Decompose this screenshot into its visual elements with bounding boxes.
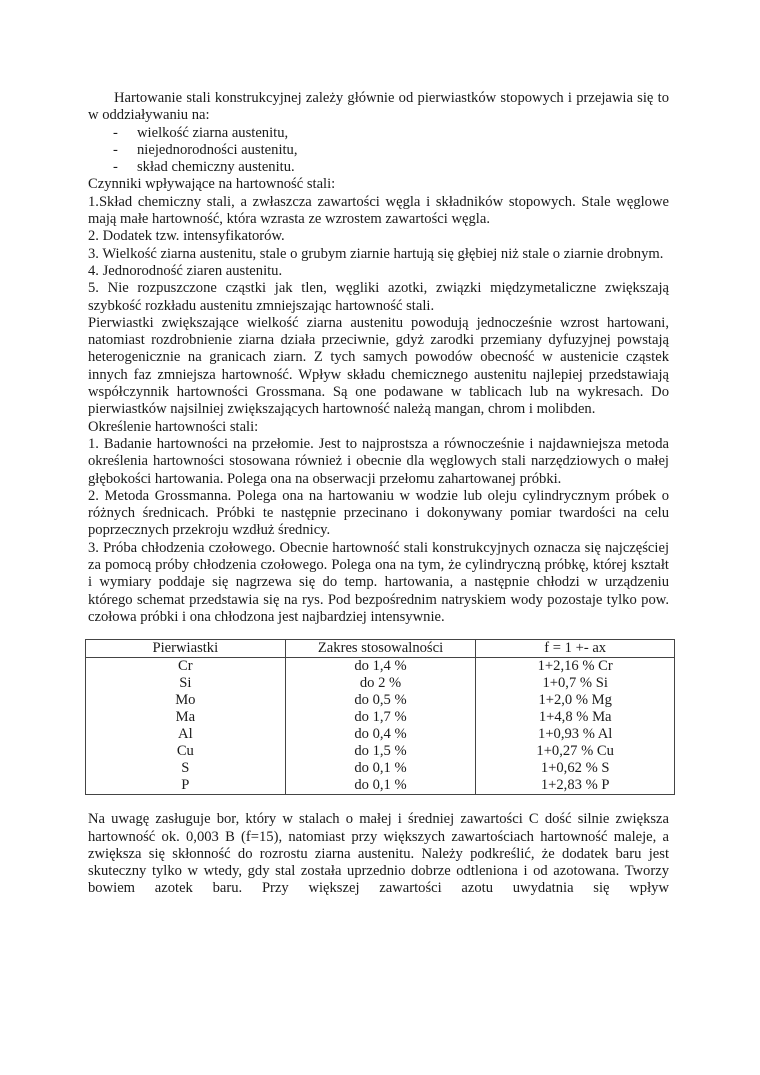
intro-bullet [88,125,669,142]
cell-element: Ma [86,709,286,726]
elements-paragraph: Pierwiastki zwiększające wielkość ziarna austenitu powodują jednocześnie wzrost hartowani, natomiast rozdrobnienie ziarna działa przeciwnie, gdyż zarodki przemiany dyfuzyjnej powstają heterogenicznie na granicach ziarn. Z tych samych powodów obecność w austenicie cząstek innych faz zmniejsza hartowność. Wpływ składu chemicznego austenitu najlepiej przedstawiają współczynnik hartowności Grossmana. Są one podawane w tablicach lub na wykresach. Do pierwiastków najsilniej zwiększających hartowność należą mangan, chrom i molibden. [88,314,669,418]
cell-element: P [86,777,286,795]
intro-bullet [88,142,669,159]
grossmann-coefficient-table [85,639,675,795]
cell-element: Si [86,675,286,692]
boron-paragraph: Na uwagę zasługuje bor, który w stalach o małej i średniej zawartości C dość silnie zwiększa hartowność ok. 0,003 B (f=15), natomiast przy większych zawartościach hartowność maleje, a zwiększa się skłonność do rozrostu ziarna austenitu. Należy podkreślić, że dodatek baru jest skuteczny tylko w wtedy, gdy stal została uprzednio dobrze odtleniona i od azotowana. Tworzy bowiem azotek baru. Przy większej zawartości azotu uwydatnia się wpływ [88,811,669,897]
cell-range: do 0,1 % [285,777,476,795]
spacer [88,795,669,811]
cell-range: do 0,1 % [285,760,476,777]
cell-range: do 1,7 % [285,709,476,726]
bullet-dash: - [113,141,118,158]
header-range: Zakres stosowalności [285,640,476,658]
cell-formula: 1+0,62 % S [476,760,675,777]
cell-formula: 1+0,93 % Al [476,726,675,743]
cell-range: do 1,4 % [285,658,476,676]
cell-range: do 0,5 % [285,692,476,709]
cell-range: do 2 % [285,675,476,692]
methods-heading: Określenie hartowności stali: [88,418,259,435]
cell-formula: 1+0,27 % Cu [476,743,675,760]
cell-element: Al [86,726,286,743]
cell-element: Cu [86,743,286,760]
bullet-text: wielkość ziarna austenitu, [137,124,289,141]
cell-element: S [86,760,286,777]
cell-formula: 1+2,0 % Mg [476,692,675,709]
factor-item: 1.Skład chemiczny stali, a zwłaszcza zawartości węgla i składników stopowych. Stale węglowe mają małe hartowność, która wzrasta ze wzrostem zawartości węgla. [88,193,669,228]
header-formula: f = 1 +- ax [476,640,675,658]
bullet-text: niejednorodności austenitu, [137,141,298,158]
cell-formula: 1+2,16 % Cr [476,658,675,676]
table-row [86,692,675,709]
intro-bullet-list [88,125,669,177]
intro-paragraph: Hartowanie stali konstrukcyjnej zależy głównie od pierwiastków stopowych i przejawia się to w oddziaływaniu na: [88,90,669,124]
method-item: 2. Metoda Grossmanna. Polega ona na hartowaniu w wodzie lub oleju cylindrycznym próbek o różnych średnicach. Próbki te następnie przecinano i dokonywany pomiar twardości na celu poprzecznych przekroju wzdłuż średnicy. [88,487,669,539]
intro-bullet [88,159,669,176]
cell-element: Mo [86,692,286,709]
bullet-dash: - [113,124,118,141]
factor-item: 2. Dodatek tzw. intensyfikatorów. [88,228,285,245]
table-header-row [86,640,675,658]
header-elements: Pierwiastki [86,640,286,658]
table-row [86,709,675,726]
document-page [88,90,669,898]
table-row [86,726,675,743]
cell-range: do 1,5 % [285,743,476,760]
table-row [86,760,675,777]
bullet-dash: - [113,159,118,176]
table-row [86,777,675,795]
table-row [86,658,675,676]
factors-heading: Czynniki wpływające na hartowność stali: [88,176,336,193]
method-item: 3. Próba chłodzenia czołowego. Obecnie hartowność stali konstrukcyjnych oznacza się najczęściej za pomocą próby chłodzenia czołowego. Polega ona na tym, że cylindryczną próbkę, której kształt i wymiary poddaje się nagrzewa się do temp. hartowania, a następnie chłodzi w urządzeniu którego schemat przedstawia się na rys. Pod bezpośrednim natryskiem wody pozostaje tylko pow. czołowa próbki i ona chłodzona jest najbardziej intensywnie. [88,539,669,625]
table-row [86,743,675,760]
factor-item: 3. Wielkość ziarna austenitu, stale o grubym ziarnie hartują się głębiej niż stale o ziarnie drobnym. [88,245,664,262]
factor-item: 4. Jednorodność ziaren austenitu. [88,262,283,279]
method-item: 1. Badanie hartowności na przełomie. Jest to najprostsza a równocześnie i najdawniejsza metoda określenia hartowności stosowana również i obecnie dla węglowych stali narzędziowych o małej głębokości hartowania. Polega ona na obserwacji przełomu zahartowanej próbki. [88,435,669,487]
cell-element: Cr [86,658,286,676]
cell-formula: 1+4,8 % Ma [476,709,675,726]
factor-item: 5. Nie rozpuszczone cząstki jak tlen, węgliki azotki, związki międzymetaliczne zwiększają szybkość rozkładu austenitu zmniejszając hartowność stali. [88,280,669,314]
cell-formula: 1+2,83 % P [476,777,675,795]
cell-formula: 1+0,7 % Si [476,675,675,692]
table-row [86,675,675,692]
bullet-text: skład chemiczny austenitu. [137,159,295,176]
cell-range: do 0,4 % [285,726,476,743]
